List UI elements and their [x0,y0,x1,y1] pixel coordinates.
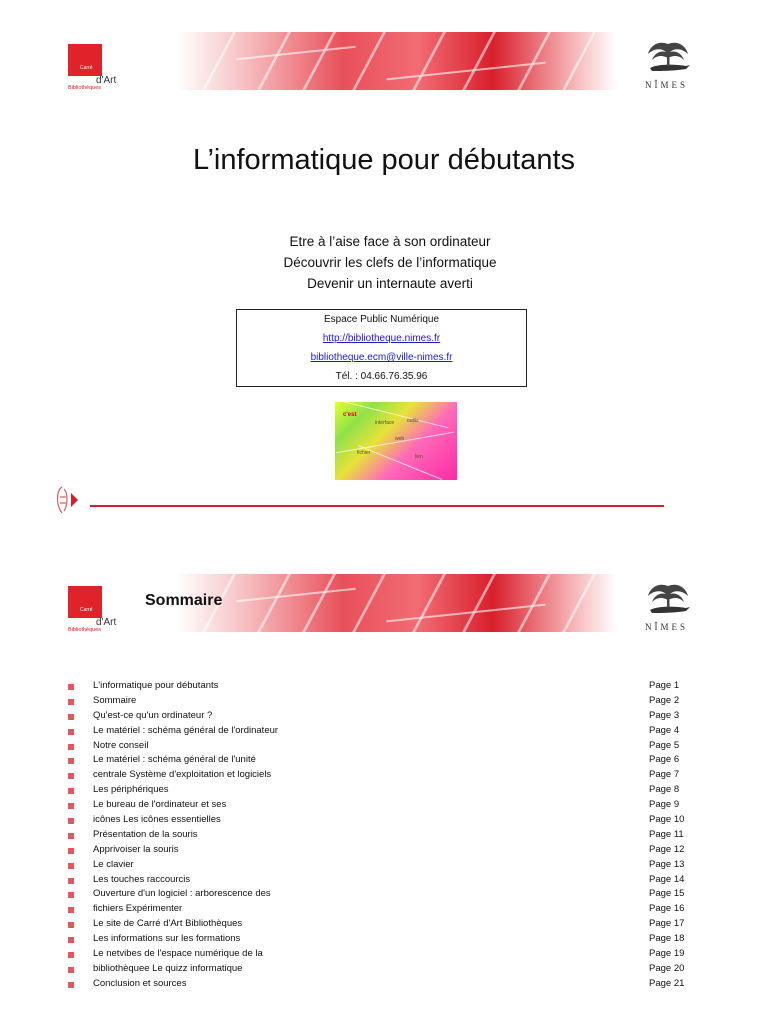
toc-label: bibliothèquee Le quizz informatique [93,962,243,974]
toc-label: icônes Les icônes essentielles [93,814,221,826]
toc-page-number: Page 20 [649,962,685,974]
toc-row[interactable] [68,739,708,754]
document-title: L’informatique pour débutants [192,144,576,176]
nimes-wordmark: NÎMES [645,622,689,632]
toc-page-number: Page 11 [649,828,684,840]
toc-row[interactable] [68,798,708,813]
section-divider [90,505,664,507]
email-link[interactable]: bibliotheque.ecm@ville-nimes.fr [310,352,453,363]
logo-carre-text: Carré [80,65,93,71]
subtitle-line: Etre à l’aise face à son ordinateur [289,234,491,249]
toc-page-number: Page 5 [649,739,680,751]
toc-row[interactable] [68,724,708,739]
toc-label: Le matériel : schéma général de l'ordinateur [93,724,279,736]
toc-page-number: Page 16 [649,903,685,915]
subtitle-line: Devenir un internaute averti [307,276,473,291]
toc-page-number: Page 10 [649,814,685,826]
toc-page-number: Page 13 [649,858,685,870]
dotted-bullet-icon [68,788,74,794]
toc-row[interactable] [68,709,708,724]
dotted-bullet-icon [68,684,74,690]
toc-row[interactable] [68,873,708,888]
toc-row[interactable] [68,828,708,843]
contact-box [236,309,527,387]
header-banner-image [176,32,616,90]
dotted-bullet-icon [68,699,74,705]
dotted-bullet-icon [68,922,74,928]
toc-label: centrale Système d'exploitation et logiciels [93,769,272,781]
dotted-bullet-icon [68,892,74,898]
nimes-city-logo [638,580,698,640]
subtitles [0,231,768,294]
toc-row[interactable] [68,917,708,932]
logo-dart-text: d'Art [96,75,117,86]
toc-page-number: Page 8 [649,784,680,796]
toc-row[interactable] [68,679,708,694]
toc-label: fichiers Expérimenter [93,903,183,915]
crocodile-palm-icon [638,38,698,80]
crocodile-palm-icon [638,580,698,622]
toc-row[interactable] [68,753,708,768]
nimes-city-logo [638,38,698,98]
toc-page-number: Page 12 [649,843,685,855]
toc-row[interactable] [68,977,708,992]
toc-label: Qu'est-ce qu'un ordinateur ? [93,709,213,721]
toc-label: Les touches raccourcis [93,873,191,885]
header-banner-image [176,574,616,632]
toc-label: Le netvibes de l'espace numérique de la [93,948,263,960]
dotted-bullet-icon [68,758,74,764]
toc-row[interactable] [68,694,708,709]
toc-label: Apprivoiser la souris [93,843,179,855]
toc-row[interactable] [68,843,708,858]
dotted-bullet-icon [68,714,74,720]
dotted-bullet-icon [68,818,74,824]
toc-row[interactable] [68,947,708,962]
nimes-wordmark: NÎMES [645,80,689,90]
toc-page-number: Page 18 [649,933,685,945]
toc-page-number: Page 3 [649,709,680,721]
dotted-bullet-icon [68,907,74,913]
toc-label: Notre conseil [93,739,149,751]
dotted-bullet-icon [68,803,74,809]
logo-red-square [68,44,102,76]
dotted-bullet-icon [68,863,74,869]
toc-page-number: Page 1 [649,680,680,691]
contact-name: Espace Public Numérique [323,314,440,325]
toc-row[interactable] [68,887,708,902]
toc-page-number: Page 2 [649,694,680,706]
toc-row[interactable] [68,768,708,783]
table-of-contents [68,679,708,992]
toc-label: Sommaire [93,694,137,706]
toc-page-number: Page 6 [649,754,680,766]
toc-label: Conclusion et sources [93,977,187,989]
toc-page-number: Page 19 [649,948,685,960]
toc-label: Ouverture d'un logiciel : arborescence des [93,888,271,900]
toc-label: Présentation de la souris [93,828,198,840]
colorful-collage-image: c'est interface outils web fichier lien [335,402,457,480]
face-sketch-icon [54,483,78,517]
toc-row[interactable] [68,962,708,977]
toc-page-number: Page 21 [649,977,685,989]
page1-header [0,30,768,105]
dotted-bullet-icon [68,744,74,750]
logo-bibliotheques-text: Bibliothèques [68,85,102,91]
dotted-bullet-icon [68,952,74,958]
dotted-bullet-icon [68,773,74,779]
logo-dart-text: d'Art [96,617,117,628]
dotted-bullet-icon [68,937,74,943]
toc-page-number: Page 4 [649,724,680,736]
contact-phone: Tél. : 04.66.76.35.96 [335,371,428,382]
toc-page-number: Page 14 [649,873,685,885]
logo-red-square [68,586,102,618]
subtitle-line: Découvrir les clefs de l’informatique [283,255,497,270]
dotted-bullet-icon [68,878,74,884]
logo-carre-text: Carré [80,607,93,613]
dotted-bullet-icon [68,967,74,973]
website-link[interactable]: http://bibliotheque.nimes.fr [322,333,441,344]
toc-page-number: Page 9 [649,799,680,811]
toc-label: L'informatique pour débutants [93,680,219,691]
dotted-bullet-icon [68,729,74,735]
toc-row[interactable] [68,902,708,917]
toc-row[interactable] [68,813,708,828]
toc-row[interactable] [68,932,708,947]
toc-label: Le bureau de l'ordinateur et ses [93,799,227,811]
toc-row[interactable] [68,783,708,798]
toc-page-number: Page 7 [649,769,680,781]
toc-page-number: Page 15 [649,888,685,900]
carre-dart-logo [68,586,128,636]
dotted-bullet-icon [68,848,74,854]
dotted-bullet-icon [68,982,74,988]
page2-header [0,572,768,647]
toc-page-number: Page 17 [649,918,685,930]
dotted-bullet-icon [68,833,74,839]
toc-label: Les informations sur les formations [93,933,241,945]
logo-bibliotheques-text: Bibliothèques [68,627,102,633]
toc-row[interactable] [68,858,708,873]
sommaire-title: Sommaire [145,592,223,609]
toc-label: Le site de Carré d'Art Bibliothèques [93,918,243,930]
carre-dart-logo [68,44,128,94]
toc-label: Les périphériques [93,784,169,796]
toc-label: Le clavier [93,858,134,870]
toc-label: Le matériel : schéma général de l'unité [93,754,256,766]
